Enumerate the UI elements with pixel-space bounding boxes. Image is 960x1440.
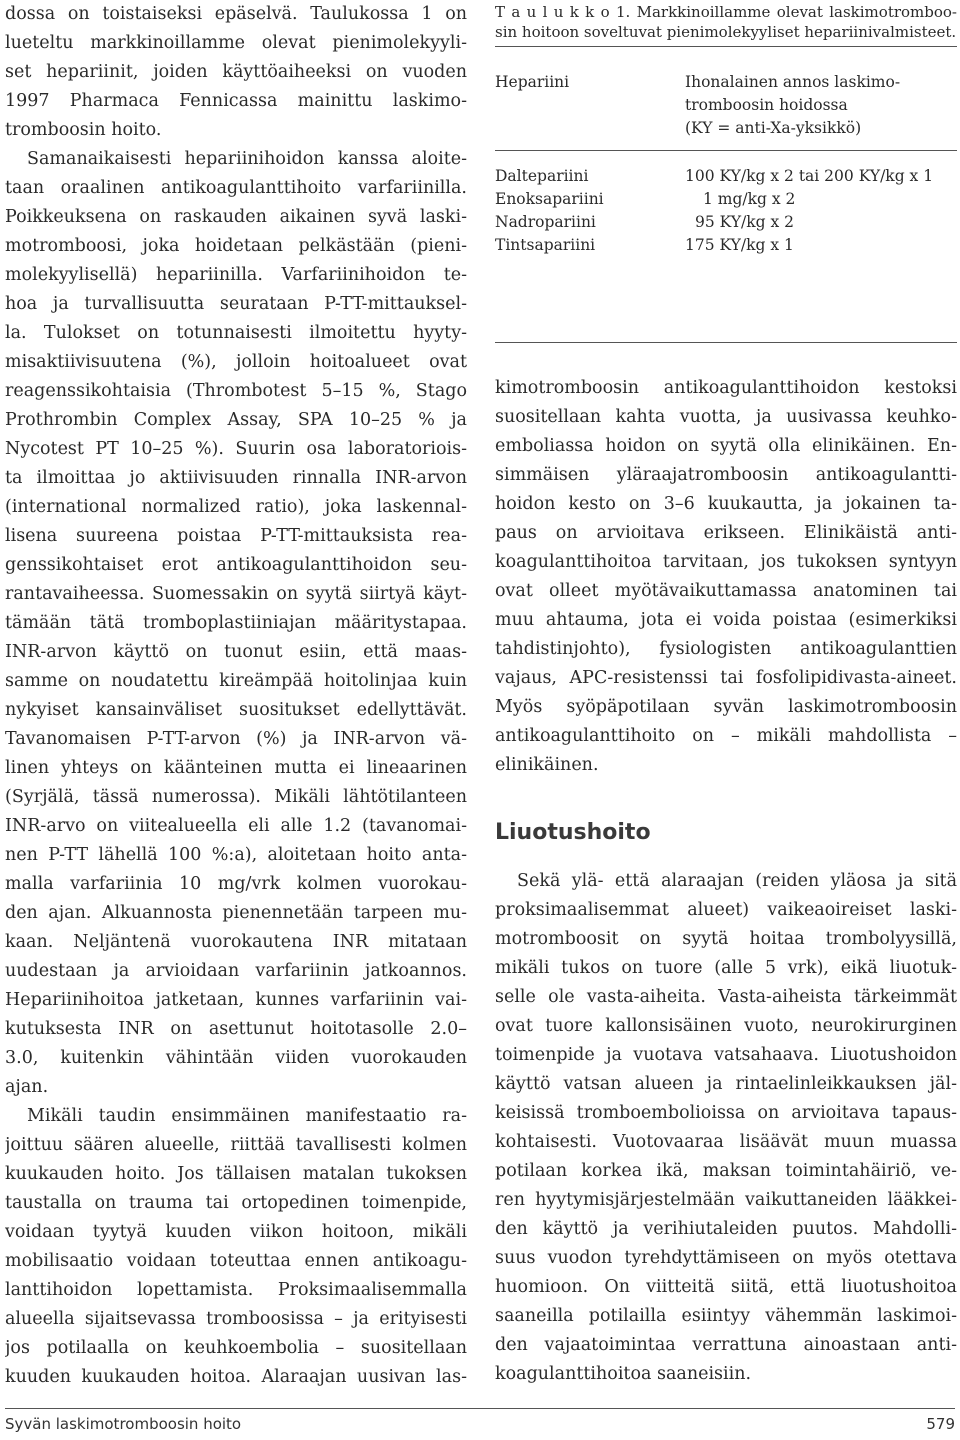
text-line: huomioon. On viitteitä siitä, että liuotushoitoa: [495, 1277, 957, 1297]
text-line: 1997 Pharmaca Fennicassa mainittu laskimo-: [5, 91, 467, 111]
text-line: potilaan korkea ikä, maksan toimintahäiriö, ve-: [495, 1161, 957, 1181]
text-line: suositellaan kahta vuotta, ja uusivassa keuhko-: [495, 407, 957, 427]
text-line: vajaus, APC-resistenssi tai fosfolipidivasta-aineet.: [495, 668, 957, 688]
text-line: uudestaan ja arvioidaan varfariinin jatkoannos.: [5, 961, 467, 981]
text-line: ren hyytymisjärjestelmään vaikuttaneiden lääkkei-: [495, 1190, 957, 1210]
text-line: ovat tuore kallonsisäinen vuoto, neurokirurginen: [495, 1016, 957, 1036]
text-line: samme on noudatettu kireämpää hoitolinjaa kuin: [5, 671, 467, 691]
text-line: Mikäli taudin ensimmäinen manifestaatio ra-: [27, 1106, 467, 1126]
cell-name: Tintsapariini: [495, 236, 596, 254]
text-line: elinikäinen.: [495, 755, 599, 775]
text-line: molekyylisellä) hepariinilla. Varfariinihoidon te-: [5, 265, 467, 285]
cell-name: Nadropariini: [495, 213, 596, 231]
text-line: den käyttö ja verihiutaleiden puutos. Mahdolli-: [495, 1219, 957, 1239]
running-title: Syvän laskimotromboosin hoito: [5, 1415, 242, 1433]
text-line: kaan. Neljäntenä vuorokautena INR mitataan: [5, 932, 467, 952]
page-footer: [5, 1408, 955, 1439]
text-line: ta ilmoittaa jo aktiivisuuden rinnalla INR-arvon: [5, 468, 467, 488]
text-line: Sekä ylä- että alaraajan (reiden yläosa ja sitä: [517, 871, 957, 891]
text-line: Poikkeuksena on raskauden aikainen syvä laski-: [5, 207, 467, 227]
section-heading: Liuotushoito: [495, 820, 651, 845]
text-line: Myös syöpäpotilaan syvän laskimotromboosin: [495, 697, 957, 717]
table-row: [495, 165, 957, 188]
table-header: [495, 47, 957, 150]
text-line: INR-arvo on viitealueella eli alle 1.2 (tavanomai-: [5, 816, 467, 836]
text-line: koagulanttihoitoa saaneisiin.: [495, 1364, 752, 1384]
text-line: taan oraalinen antikoagulanttihoito varfariinilla.: [5, 178, 467, 198]
cell-name: Enoksapariini: [495, 190, 604, 208]
text-line: jos potilaalla on keuhkoembolia – suositellaan: [5, 1338, 467, 1358]
right-paragraph-2: [495, 867, 957, 1389]
text-line: alueella sijaitsevassa tromboosissa – ja erityisesti: [5, 1309, 467, 1329]
text-line: lanttihoidon lopettamista. Proksimaalisemmalla: [5, 1280, 467, 1300]
text-line: la. Tulokset on totunnaisesti ilmoitettu hyyty-: [5, 323, 467, 343]
page-number: 579: [926, 1415, 955, 1433]
text-line: saaneilla potilailla esiintyy vähemmän laskimoi-: [495, 1306, 957, 1326]
text-line: Nycotest PT 10–25 %). Suurin osa laboratoriois-: [5, 439, 467, 459]
text-line: emboliassa hoidon on syytä olla elinikäinen. En-: [495, 436, 957, 456]
text-line: proksimaalisemmat alueet) vaikeaoireiset laski-: [495, 900, 957, 920]
text-line: mikäli tukos on tuore (alle 5 vrk), eikä liuotuk-: [495, 958, 957, 978]
text-line: INR-arvon käyttö on tuonut esiin, että maas-: [5, 642, 467, 662]
cell-dose: 175 KY/kg x 1: [685, 236, 794, 254]
text-line: hoidon kesto on 3–6 kuukautta, ja jokainen ta-: [495, 494, 957, 514]
text-line: nen P-TT lähellä 100 %:a), aloitetaan hoito anta-: [5, 845, 467, 865]
left-paragraph-3: [5, 1102, 467, 1392]
text-line: selle ole vasta-aiheita. Vasta-aiheista tärkeimmät: [495, 987, 957, 1007]
cell-dose: 95 KY/kg x 2: [695, 213, 795, 231]
text-line: lueteltu markkinoillamme olevat pienimolekyyli-: [5, 33, 467, 53]
text-line: malla varfariinia 10 mg/vrk kolmen vuorokau-: [5, 874, 467, 894]
text-line: taustalla on trauma tai ortopedinen toimenpide,: [5, 1193, 467, 1213]
text-line: käyttö vatsan alueen ja rintaelinleikkauksen jäl-: [495, 1074, 957, 1094]
right-paragraph-1: [495, 374, 957, 780]
left-column: [5, 0, 467, 1392]
cell-dose: 100 KY/kg x 2 tai 200 KY/kg x 1: [685, 167, 934, 185]
text-line: joittuu säären alueelle, riittää tavallisesti kolmen: [5, 1135, 467, 1155]
text-line: lisena suureena poistaa P-TT-mittauksista rea-: [5, 526, 467, 546]
text-line: paus on arvioitava erikseen. Elinikäistä anti-: [495, 523, 957, 543]
text-line: tromboosin hoito.: [5, 120, 162, 140]
text-line: den vajaatoimintaa verrattuna ainoastaan anti-: [495, 1335, 957, 1355]
text-line: linen yhteys on käänteinen mutta ei lineaarinen: [5, 758, 467, 778]
table-bottom-rule: [495, 342, 957, 343]
text-line: tahdistinjohto), fysiologisten antikoagulanttien: [495, 639, 957, 659]
header-dose-line: tromboosin hoidossa: [685, 96, 848, 114]
text-line: motromboosit on syytä hoitaa trombolyysillä,: [495, 929, 957, 949]
table-body: [495, 151, 957, 257]
text-line: toimenpide ja vuotava vatsahaava. Liuotushoidon: [495, 1045, 957, 1065]
cell-dose: 1 mg/kg x 2: [703, 190, 796, 208]
text-line: dossa on toistaiseksi epäselvä. Taulukossa 1 on: [5, 4, 467, 24]
table-row: [495, 188, 957, 211]
caption-line: sin hoitoon soveltuvat pienimolekyyliset hepariinivalmisteet.: [495, 23, 957, 41]
text-line: genssikohtaiset erot antikoagulanttihoidon seu-: [5, 555, 467, 575]
right-column: [495, 0, 957, 1389]
text-line: misaktiivisuutena (%), jolloin hoitoalueet ovat: [5, 352, 467, 372]
text-line: keisissä tromboembolioissa on arvioitava tapaus-: [495, 1103, 957, 1123]
text-line: set hepariinit, joiden käyttöaiheeksi on vuoden: [5, 62, 467, 82]
text-line: kimotromboosin antikoagulanttihoidon kestoksi: [495, 378, 957, 398]
text-line: rantavaiheessa. Suomessakin on syytä siirtyä käyt-: [5, 584, 467, 604]
header-hepariini: Hepariini: [495, 73, 570, 91]
table-row: [495, 234, 957, 257]
header-dose-line: (KY = anti-Xa-yksikkö): [685, 119, 862, 137]
table-row: [495, 211, 957, 234]
text-line: den ajan. Alkuannosta pienennetään tarpeen mu-: [5, 903, 467, 923]
text-line: Tavanomaisen P-TT-arvon (%) ja INR-arvon vä-: [5, 729, 467, 749]
table-1: [495, 2, 957, 347]
text-line: koagulanttihoitoa tarvitaan, jos tukoksen syntyyn: [495, 552, 957, 572]
text-line: 3.0, kuitenkin vähintään viiden vuorokauden: [5, 1048, 467, 1068]
text-line: motromboosi, joka hoidetaan pelkästään (pieni-: [5, 236, 467, 256]
cell-name: Daltepariini: [495, 167, 589, 185]
table-caption: [495, 2, 957, 42]
text-line: suus vuodon tyrehdyttämiseen on myös otettava: [495, 1248, 957, 1268]
text-line: tämään tätä tromboplastiiniajan määritystapaa.: [5, 613, 467, 633]
header-dose: [685, 71, 957, 140]
caption-line: T a u l u k k o 1. Markkinoillamme olevat laskimotromboo-: [495, 3, 957, 21]
left-paragraph-2: [5, 145, 467, 1102]
text-line: Prothrombin Complex Assay, SPA 10–25 % ja: [5, 410, 467, 430]
text-line: antikoagulanttihoito on – mikäli mahdollista –: [495, 726, 957, 746]
text-line: Hepariinihoitoa jatketaan, kunnes varfariinin vai-: [5, 990, 467, 1010]
text-line: kohtaisesti. Vuotovaaraa lisäävät muun muassa: [495, 1132, 957, 1152]
text-line: Samanaikaisesti hepariinihoidon kanssa aloite-: [27, 149, 467, 169]
text-line: ajan.: [5, 1077, 49, 1097]
header-dose-line: Ihonalainen annos laskimo-: [685, 73, 901, 91]
text-line: kuuden kuukauden hoitoa. Alaraajan uusivan las-: [5, 1367, 467, 1387]
text-line: simmäisen yläraajatromboosin antikoagulantti-: [495, 465, 957, 485]
text-line: reagenssikohtaisia (Thrombotest 5–15 %, Stago: [5, 381, 467, 401]
text-line: muu ahtauma, jota ei voida poistaa (esimerkiksi: [495, 610, 957, 630]
text-line: (international normalized ratio), joka laskennal-: [5, 497, 467, 517]
text-line: voidaan tyytyä kuuden viikon hoitoon, mikäli: [5, 1222, 467, 1242]
text-line: mobilisaatio voidaan toteuttaa ennen antikoagu-: [5, 1251, 467, 1271]
text-line: nykyiset kansainväliset suositukset edellyttävät.: [5, 700, 467, 720]
text-line: kutuksesta INR on asettunut hoitotasolle 2.0–: [5, 1019, 467, 1039]
text-line: hoa ja turvallisuutta seurataan P-TT-mittauksel-: [5, 294, 467, 314]
text-line: kuukauden hoito. Jos tällaisen matalan tukoksen: [5, 1164, 467, 1184]
left-paragraph-1: [5, 0, 467, 145]
text-line: ovat olleet myötävaikuttamassa anatominen tai: [495, 581, 957, 601]
text-line: (Syrjälä, tässä numerossa). Mikäli lähtötilanteen: [5, 787, 467, 807]
